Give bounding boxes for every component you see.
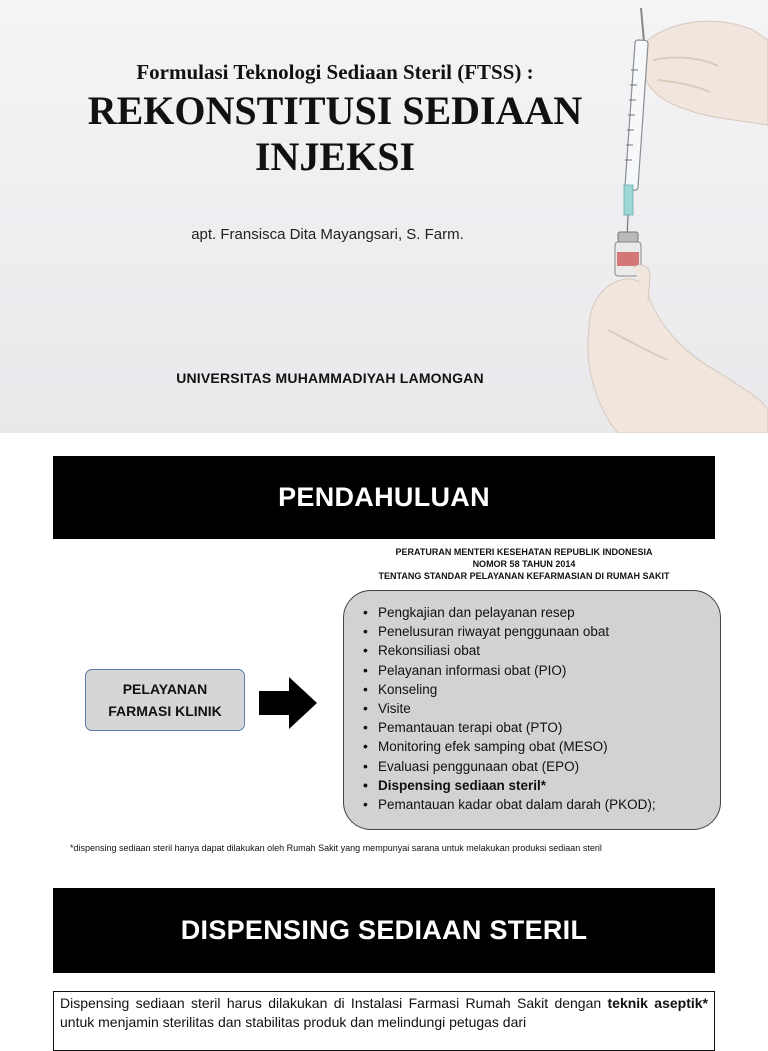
- list-item: • Visite: [378, 699, 720, 718]
- section-heading: PENDAHULUAN: [53, 456, 715, 539]
- list-item: • Monitoring efek samping obat (MESO): [378, 737, 720, 756]
- services-list: [344, 591, 720, 814]
- list-item: • Rekonsiliasi obat: [378, 641, 720, 660]
- presenter-name: apt. Fransisca Dita Mayangsari, S. Farm.: [191, 226, 464, 243]
- syringe-vial-hands-icon: [578, 0, 768, 433]
- right-arrow-icon: [259, 677, 317, 729]
- dispensing-slide: [0, 873, 768, 1030]
- section-heading: DISPENSING SEDIAAN STERIL: [53, 888, 715, 973]
- list-item: • Pemantauan kadar obat dalam darah (PKOD);: [378, 795, 720, 814]
- regulation-caption: [340, 546, 708, 582]
- slide-title: [0, 88, 670, 180]
- list-item: • Pelayanan informasi obat (PIO): [378, 661, 720, 680]
- body-text: Dispensing sediaan steril harus dilakukan di Instalasi Farmasi Rumah Sakit dengan: [60, 995, 608, 1011]
- regulation-line-3: TENTANG STANDAR PELAYANAN KEFARMASIAN DI RUMAH SAKIT: [378, 571, 670, 581]
- regulation-line-1: PERATURAN MENTERI KESEHATAN REPUBLIK INDONESIA: [395, 547, 653, 557]
- course-subtitle: Formulasi Teknologi Sediaan Steril (FTSS) :: [136, 60, 534, 84]
- list-item-highlighted: • Dispensing sediaan steril*: [378, 776, 720, 795]
- list-item: • Pemantauan terapi obat (PTO): [378, 718, 720, 737]
- services-list-box: [343, 590, 721, 830]
- body-text-bold: teknik aseptik*: [607, 995, 708, 1011]
- clinic-label-line-1: PELAYANAN: [122, 681, 208, 697]
- body-text-box: [53, 991, 715, 1051]
- list-item: • Konseling: [378, 680, 720, 699]
- body-text: untuk menjamin sterilitas dan stabilitas produk dan melindungi petugas dari: [60, 1014, 527, 1030]
- clinical-pharmacy-box: [85, 669, 245, 731]
- footnote: *dispensing sediaan steril hanya dapat dilakukan oleh Rumah Sakit yang mempunyai sarana untuk melakukan produksi sediaan steril: [70, 843, 602, 853]
- slide-title-line-1: REKONSTITUSI SEDIAAN: [87, 88, 583, 133]
- slide-title-line-2: INJEKSI: [254, 134, 416, 179]
- list-item: • Evaluasi penggunaan obat (EPO): [378, 757, 720, 776]
- university-name: UNIVERSITAS MUHAMMADIYAH LAMONGAN: [176, 370, 484, 386]
- introduction-slide: [0, 433, 768, 873]
- regulation-line-2: NOMOR 58 TAHUN 2014: [472, 559, 576, 569]
- list-item: • Pengkajian dan pelayanan resep: [378, 603, 720, 622]
- clinic-label-line-2: FARMASI KLINIK: [108, 703, 222, 719]
- title-slide: [0, 0, 768, 433]
- list-item: • Penelusuran riwayat penggunaan obat: [378, 622, 720, 641]
